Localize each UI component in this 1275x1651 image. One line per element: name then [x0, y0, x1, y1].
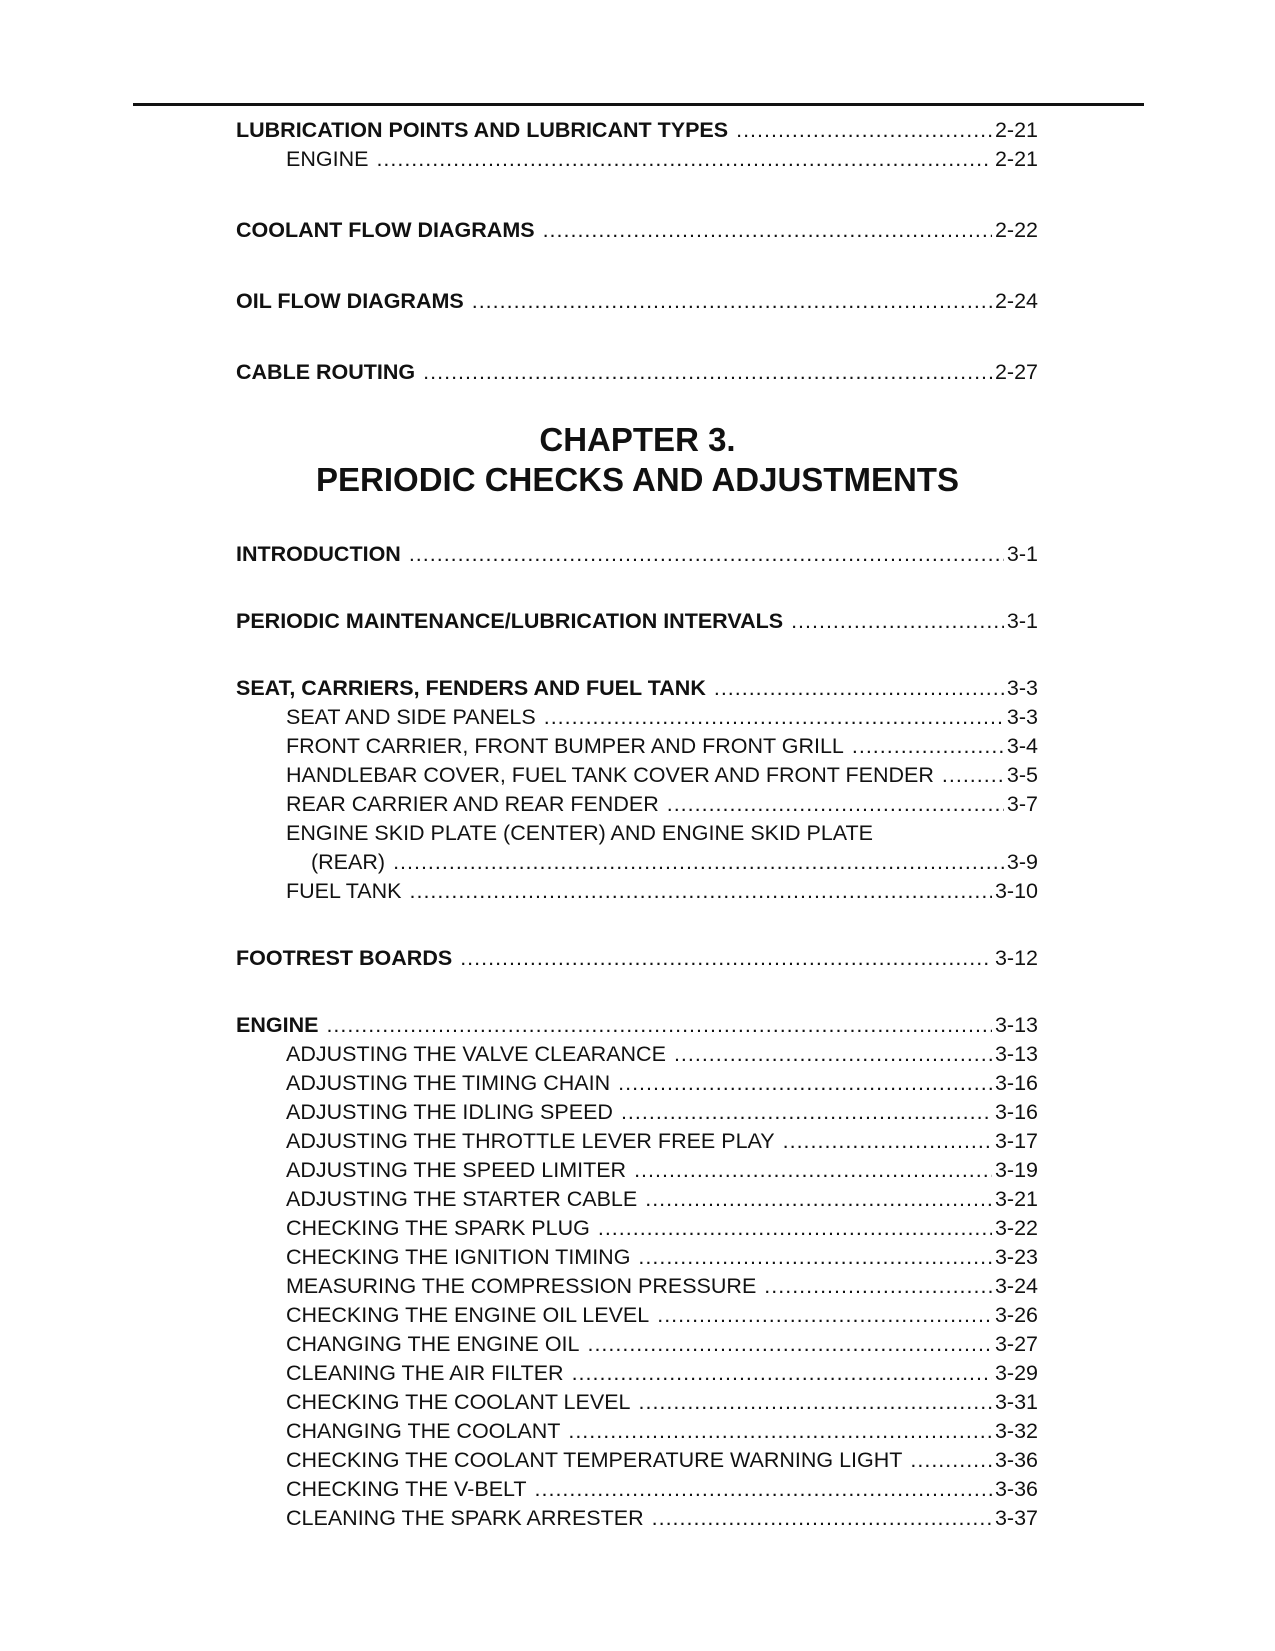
toc-entry-title: ENGINE: [286, 147, 369, 171]
toc-subentry[interactable]: [236, 1185, 1038, 1214]
toc-entry-title: CHECKING THE IGNITION TIMING: [286, 1245, 631, 1269]
toc-subentry[interactable]: [236, 1069, 1038, 1098]
dot-leader: [409, 540, 1004, 569]
dot-leader: [942, 761, 1004, 790]
toc-subentry[interactable]: [236, 1098, 1038, 1127]
dot-leader: [852, 732, 1004, 761]
dot-leader: [572, 1359, 992, 1388]
toc-subentry[interactable]: [236, 1272, 1038, 1301]
dot-leader: [634, 1156, 992, 1185]
toc-entry-page: 3-16: [994, 1100, 1038, 1124]
toc-subentry[interactable]: [236, 790, 1038, 819]
toc-entry-title: CABLE ROUTING: [236, 360, 416, 384]
toc-entry-seat-carriers[interactable]: [236, 674, 1038, 703]
toc-entry-title: INTRODUCTION: [236, 542, 401, 566]
dot-leader: [783, 1127, 992, 1156]
toc-entry-page: 3-4: [1006, 734, 1038, 758]
toc-entry-page: 3-5: [1006, 763, 1038, 787]
toc-entry-page: 3-3: [1006, 676, 1038, 700]
toc-entry-engine-lube[interactable]: [236, 145, 1038, 174]
toc-subentry[interactable]: [236, 703, 1038, 732]
toc-entry-title: CHECKING THE V-BELT: [286, 1477, 527, 1501]
toc-entry-page: 3-7: [1006, 792, 1038, 816]
chapter-number: CHAPTER 3.: [539, 421, 736, 458]
dot-leader: [667, 790, 1004, 819]
toc-entry-lubrication[interactable]: [236, 116, 1038, 145]
toc-entry-title: ADJUSTING THE VALVE CLEARANCE: [286, 1042, 666, 1066]
dot-leader: [544, 703, 1004, 732]
dot-leader: [326, 1011, 992, 1040]
toc-entry-title: MEASURING THE COMPRESSION PRESSURE: [286, 1274, 757, 1298]
toc-subentry[interactable]: [236, 761, 1038, 790]
toc-subentry[interactable]: [236, 1504, 1038, 1533]
dot-leader: [910, 1446, 992, 1475]
toc-entry-title: OIL FLOW DIAGRAMS: [236, 289, 464, 313]
toc-entry-page: 3-36: [994, 1448, 1038, 1472]
toc-entry-title: CHECKING THE SPARK PLUG: [286, 1216, 590, 1240]
toc-entry-oil-flow[interactable]: [236, 287, 1038, 316]
toc-subentry[interactable]: [236, 819, 1038, 848]
dot-leader: [598, 1214, 992, 1243]
toc-subentry[interactable]: [236, 1330, 1038, 1359]
toc-entry-title: ADJUSTING THE STARTER CABLE: [286, 1187, 638, 1211]
toc-entry-page: 2-22: [994, 218, 1038, 242]
toc-entry-page: 3-31: [994, 1390, 1038, 1414]
toc-entry-page: 3-24: [994, 1274, 1038, 1298]
toc-subentry[interactable]: [236, 732, 1038, 761]
toc-entry-page: 3-1: [1006, 542, 1038, 566]
toc-entry-title: ADJUSTING THE IDLING SPEED: [286, 1100, 613, 1124]
toc-entry-title: PERIODIC MAINTENANCE/LUBRICATION INTERVALS: [236, 609, 784, 633]
toc-entry-introduction[interactable]: [236, 540, 1038, 569]
dot-leader: [376, 145, 992, 174]
dot-leader: [714, 674, 1004, 703]
toc-entry-title: SEAT AND SIDE PANELS: [286, 705, 536, 729]
header-rule: [133, 103, 1144, 106]
toc-entry-page: 2-21: [994, 147, 1038, 171]
dot-leader: [764, 1272, 992, 1301]
toc-entry-page: 3-16: [994, 1071, 1038, 1095]
dot-leader: [652, 1504, 992, 1533]
toc-subentry[interactable]: [236, 1446, 1038, 1475]
toc-subentry[interactable]: [236, 1156, 1038, 1185]
toc-subentry[interactable]: [236, 1127, 1038, 1156]
dot-leader: [460, 944, 992, 973]
toc-entry-page: 3-23: [994, 1245, 1038, 1269]
toc-entry-title: CLEANING THE SPARK ARRESTER: [286, 1506, 644, 1530]
toc-entry-title: SEAT, CARRIERS, FENDERS AND FUEL TANK: [236, 676, 706, 700]
table-of-contents: [236, 116, 1038, 1533]
engine-subentry-list: [236, 1040, 1038, 1533]
toc-entry-title: CHECKING THE COOLANT LEVEL: [286, 1390, 631, 1414]
toc-subentry[interactable]: [236, 1301, 1038, 1330]
toc-entry-page: 3-10: [994, 879, 1038, 903]
toc-entry-title: FRONT CARRIER, FRONT BUMPER AND FRONT GRILL: [286, 734, 844, 758]
toc-entry-title: CLEANING THE AIR FILTER: [286, 1361, 564, 1385]
toc-entry-page: 3-29: [994, 1361, 1038, 1385]
toc-entry-page: 3-26: [994, 1303, 1038, 1327]
toc-subentry[interactable]: [236, 1475, 1038, 1504]
toc-entry-page: 3-21: [994, 1187, 1038, 1211]
toc-entry-page: 3-37: [994, 1506, 1038, 1530]
toc-entry-page: 3-36: [994, 1477, 1038, 1501]
dot-leader: [587, 1330, 991, 1359]
dot-leader: [657, 1301, 992, 1330]
dot-leader: [638, 1243, 992, 1272]
toc-entry-title: (REAR): [311, 850, 386, 874]
toc-entry-coolant-flow[interactable]: [236, 216, 1038, 245]
dot-leader: [618, 1069, 992, 1098]
toc-entry-title: FUEL TANK: [286, 879, 402, 903]
toc-entry-page: 3-13: [994, 1013, 1038, 1037]
dot-leader: [535, 1475, 992, 1504]
dot-leader: [645, 1185, 992, 1214]
dot-leader: [736, 116, 992, 145]
toc-subentry[interactable]: [236, 1040, 1038, 1069]
dot-leader: [674, 1040, 992, 1069]
chapter-heading: [0, 420, 1275, 500]
toc-entry-periodic-maintenance[interactable]: [236, 607, 1038, 636]
toc-subentry[interactable]: [236, 1417, 1038, 1446]
dot-leader: [568, 1417, 992, 1446]
toc-entry-title: CHECKING THE COOLANT TEMPERATURE WARNING LIGHT: [286, 1448, 903, 1472]
toc-subentry[interactable]: [236, 1388, 1038, 1417]
toc-entry-title: FOOTREST BOARDS: [236, 946, 453, 970]
toc-entry-title: ADJUSTING THE THROTTLE LEVER FREE PLAY: [286, 1129, 775, 1153]
dot-leader: [423, 358, 992, 387]
toc-entry-page: 3-22: [994, 1216, 1038, 1240]
toc-entry-title: CHECKING THE ENGINE OIL LEVEL: [286, 1303, 650, 1327]
dot-leader: [543, 216, 992, 245]
toc-entry-page: 2-24: [994, 289, 1038, 313]
toc-subentry[interactable]: [236, 1214, 1038, 1243]
toc-entry-title: COOLANT FLOW DIAGRAMS: [236, 218, 535, 242]
toc-entry-page: 3-17: [994, 1129, 1038, 1153]
toc-entry-title: ADJUSTING THE TIMING CHAIN: [286, 1071, 611, 1095]
toc-entry-title: REAR CARRIER AND REAR FENDER: [286, 792, 659, 816]
toc-entry-cable-routing[interactable]: [236, 358, 1038, 387]
toc-subentry-continuation[interactable]: [236, 848, 1038, 877]
dot-leader: [621, 1098, 992, 1127]
toc-entry-title: ADJUSTING THE SPEED LIMITER: [286, 1158, 627, 1182]
dot-leader: [393, 848, 1004, 877]
toc-entry-title: CHANGING THE ENGINE OIL: [286, 1332, 580, 1356]
toc-entry-page: 3-13: [994, 1042, 1038, 1066]
toc-entry-page: 2-27: [994, 360, 1038, 384]
dot-leader: [791, 607, 1004, 636]
toc-entry-title: LUBRICATION POINTS AND LUBRICANT TYPES: [236, 118, 729, 142]
toc-entry-page: 2-21: [994, 118, 1038, 142]
toc-subentry[interactable]: [236, 1359, 1038, 1388]
toc-entry-title: CHANGING THE COOLANT: [286, 1419, 561, 1443]
toc-entry-page: 3-19: [994, 1158, 1038, 1182]
toc-entry-page: 3-27: [994, 1332, 1038, 1356]
dot-leader: [472, 287, 992, 316]
toc-entry-title: ENGINE: [236, 1013, 319, 1037]
toc-entry-page: 3-3: [1006, 705, 1038, 729]
toc-subentry[interactable]: [236, 877, 1038, 906]
toc-entry-page: 3-1: [1006, 609, 1038, 633]
dot-leader: [639, 1388, 992, 1417]
toc-entry-page: 3-32: [994, 1419, 1038, 1443]
toc-entry-title: ENGINE SKID PLATE (CENTER) AND ENGINE SKID PLATE: [286, 821, 873, 845]
toc-entry-title: HANDLEBAR COVER, FUEL TANK COVER AND FRONT FENDER: [286, 763, 934, 787]
toc-entry-page: 3-9: [1006, 850, 1038, 874]
toc-entry-engine[interactable]: [236, 1011, 1038, 1040]
chapter-title: PERIODIC CHECKS AND ADJUSTMENTS: [316, 461, 959, 498]
dot-leader: [410, 877, 992, 906]
toc-entry-footrest-boards[interactable]: [236, 944, 1038, 973]
toc-subentry[interactable]: [236, 1243, 1038, 1272]
toc-entry-page: 3-12: [994, 946, 1038, 970]
